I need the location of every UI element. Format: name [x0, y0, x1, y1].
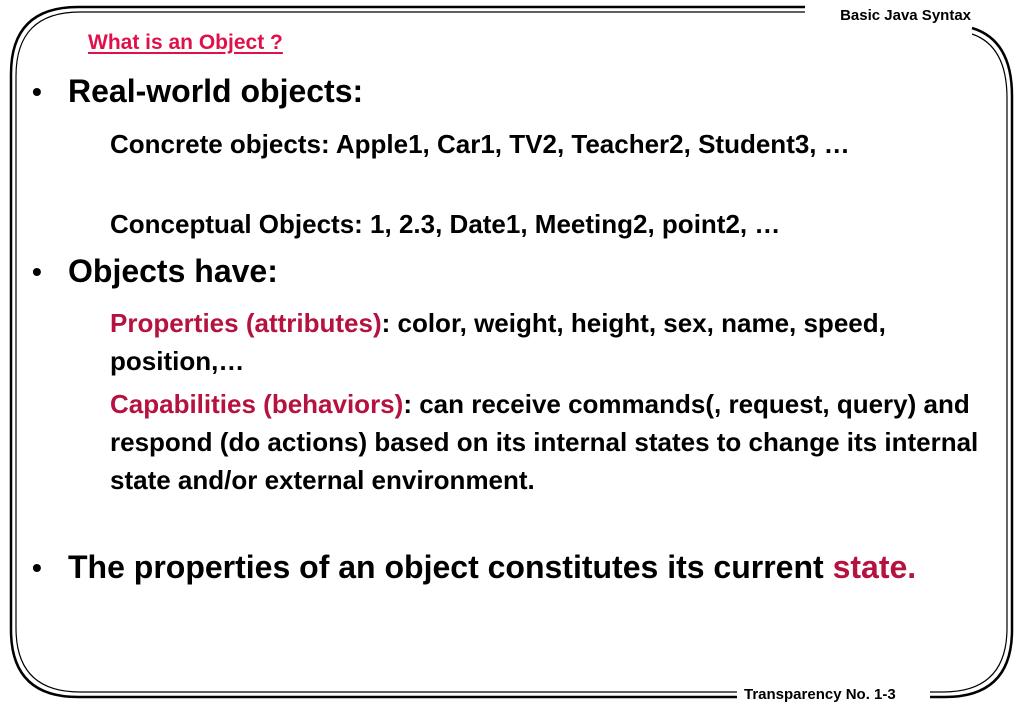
- footer-label: Transparency No. 1-3: [744, 686, 896, 703]
- properties-term: Properties (attributes): [110, 308, 382, 338]
- bullet-icon: •: [32, 76, 42, 107]
- capabilities-term: Capabilities (behaviors): [110, 389, 404, 419]
- bullet-text: The properties of an object constitutes its current: [68, 549, 833, 585]
- bullet-text: Objects have:: [68, 253, 278, 289]
- bullet-state: [32, 547, 968, 588]
- bullet-text: Real-world objects:: [68, 73, 364, 109]
- state-term: state.: [832, 549, 917, 585]
- bullet-icon: •: [32, 552, 42, 583]
- sub-bullet-text: Conceptual Objects: 1, 2.3, Date1, Meeting2, point2, …: [110, 209, 781, 239]
- sub-bullet-capabilities: [110, 385, 990, 499]
- bullet-real-world: [32, 71, 968, 112]
- sub-bullet-properties: [110, 304, 990, 380]
- sub-bullet-text: Concrete objects: Apple1, Car1, TV2, Teacher2, Student3, …: [110, 129, 850, 159]
- slide-title: What is an Object ?: [88, 31, 283, 54]
- properties-description: : color, weight, height, sex, name, speed, position,…: [110, 308, 886, 376]
- sub-bullet-concrete: [110, 125, 990, 163]
- sub-bullet-conceptual: [110, 205, 990, 243]
- bullet-icon: •: [32, 256, 42, 287]
- header-label: Basic Java Syntax: [840, 7, 971, 24]
- bullet-objects-have: [32, 251, 968, 292]
- capabilities-description: : can receive commands(, request, query) and respond (do actions) based on its internal states to change its internal state and/or external environment.: [110, 389, 979, 495]
